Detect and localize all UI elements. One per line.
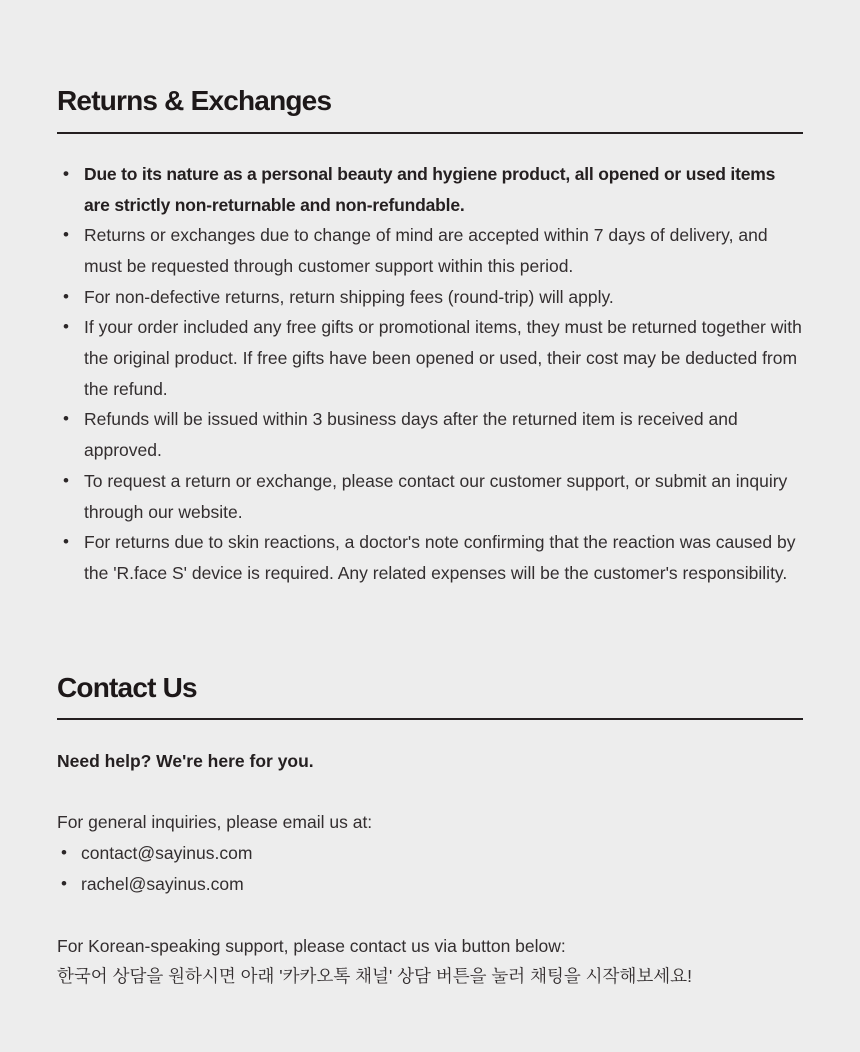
returns-bullet-item: • Returns or exchanges due to change of mind are accepted within 7 days of delivery, and must be requested through customer support within this period. [57, 220, 803, 281]
email-item: • rachel@sayinus.com [57, 869, 803, 900]
korean-support-text-en: For Korean-speaking support, please contact us via button below: [57, 935, 566, 956]
returns-bullet-item: • For non-defective returns, return shipping fees (round-trip) will apply. [57, 282, 803, 313]
korean-support-text-ko: 한국어 상담을 원하시면 아래 '카카오톡 채널' 상담 버튼을 눌러 채팅을 시작해보세요! [57, 966, 692, 987]
returns-bullet-item: • Refunds will be issued within 3 business days after the returned item is received and approved. [57, 404, 803, 465]
returns-divider [57, 132, 803, 134]
email-item: • contact@sayinus.com [57, 838, 803, 869]
returns-bullet-list [57, 159, 803, 589]
contact-title: Contact Us [57, 671, 197, 703]
returns-bullet-item: • If your order included any free gifts or promotional items, they must be returned together with the original product. If free gifts have been opened or used, their cost may be deducted from the refund. [57, 312, 803, 404]
need-help-text: Need help? We're here for you. [57, 751, 314, 772]
email-list [57, 838, 803, 899]
returns-bullet-item: • Due to its nature as a personal beauty and hygiene product, all opened or used items are strictly non-returnable and non-refundable. [57, 159, 803, 220]
returns-section [57, 86, 803, 589]
email-intro-text: For general inquiries, please email us at: [57, 812, 373, 833]
returns-title: Returns & Exchanges [57, 85, 332, 116]
contact-section [57, 673, 803, 992]
returns-bullet-item: • To request a return or exchange, please contact our customer support, or submit an inquiry through our website. [57, 466, 803, 527]
returns-bullet-item: • For returns due to skin reactions, a doctor's note confirming that the reaction was caused by the 'R.face S' device is required. Any related expenses will be the customer's responsibility. [57, 527, 803, 588]
contact-divider [57, 718, 803, 720]
korean-support-block [57, 931, 803, 992]
